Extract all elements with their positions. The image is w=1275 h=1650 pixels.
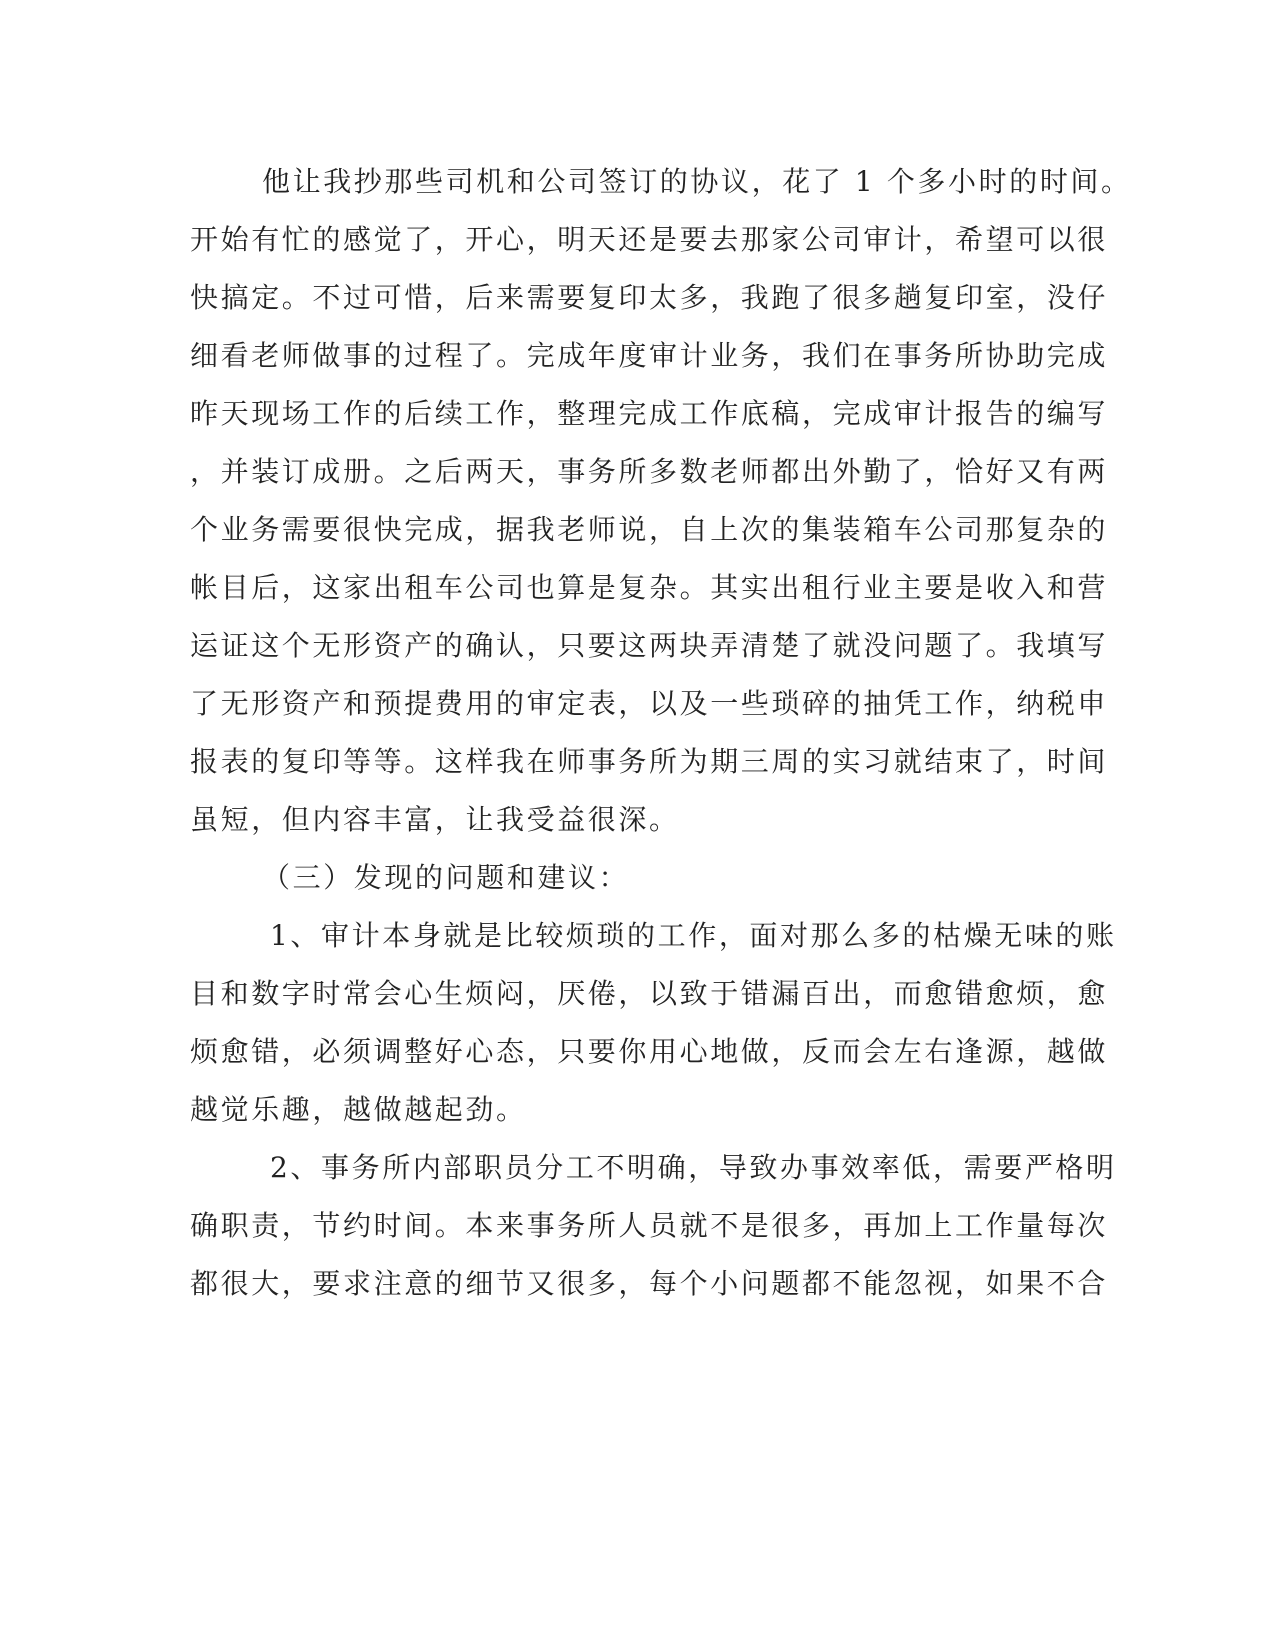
paragraph-line: 报表的复印等等。这样我在师事务所为期三周的实习就结束了，时间	[190, 745, 1109, 778]
paragraph-line: 昨天现场工作的后续工作，整理完成工作底稿，完成审计报告的编写	[190, 397, 1109, 430]
paragraph-line: 细看老师做事的过程了。完成年度审计业务，我们在事务所协助完成	[190, 339, 1109, 372]
paragraph-line: 1、审计本身就是比较烦琐的工作，面对那么多的枯燥无味的账	[270, 919, 1117, 952]
paragraph-line: 快搞定。不过可惜，后来需要复印太多，我跑了很多趟复印室，没仔	[190, 281, 1109, 314]
paragraph-line: 他让我抄那些司机和公司签订的协议，花了 1 个多小时的时间。	[262, 165, 1132, 198]
paragraph-line: 个业务需要很快完成，据我老师说，自上次的集装箱车公司那复杂的	[190, 513, 1109, 546]
paragraph-line: 帐目后，这家出租车公司也算是复杂。其实出租行业主要是收入和营	[190, 571, 1109, 604]
paragraph-line: 越觉乐趣，越做越起劲。	[190, 1093, 527, 1126]
paragraph-line: 确职责，节约时间。本来事务所人员就不是很多，再加上工作量每次	[190, 1209, 1109, 1242]
paragraph-line: 虽短，但内容丰富，让我受益很深。	[190, 803, 680, 836]
paragraph-line: ，并装订成册。之后两天，事务所多数老师都出外勤了，恰好又有两	[190, 455, 1109, 488]
paragraph-line: 开始有忙的感觉了，开心，明天还是要去那家公司审计，希望可以很	[190, 223, 1109, 256]
paragraph-line: 目和数字时常会心生烦闷，厌倦，以致于错漏百出，而愈错愈烦，愈	[190, 977, 1109, 1010]
paragraph-line: 都很大，要求注意的细节又很多，每个小问题都不能忽视，如果不合	[190, 1267, 1109, 1300]
paragraph-line: 烦愈错，必须调整好心态，只要你用心地做，反而会左右逢源，越做	[190, 1035, 1109, 1068]
section-heading: （三）发现的问题和建议：	[262, 861, 630, 894]
paragraph-line: 了无形资产和预提费用的审定表，以及一些琐碎的抽凭工作，纳税申	[190, 687, 1109, 720]
paragraph-line: 2、事务所内部职员分工不明确，导致办事效率低，需要严格明	[270, 1151, 1117, 1184]
paragraph-line: 运证这个无形资产的确认，只要这两块弄清楚了就没问题了。我填写	[190, 629, 1109, 662]
